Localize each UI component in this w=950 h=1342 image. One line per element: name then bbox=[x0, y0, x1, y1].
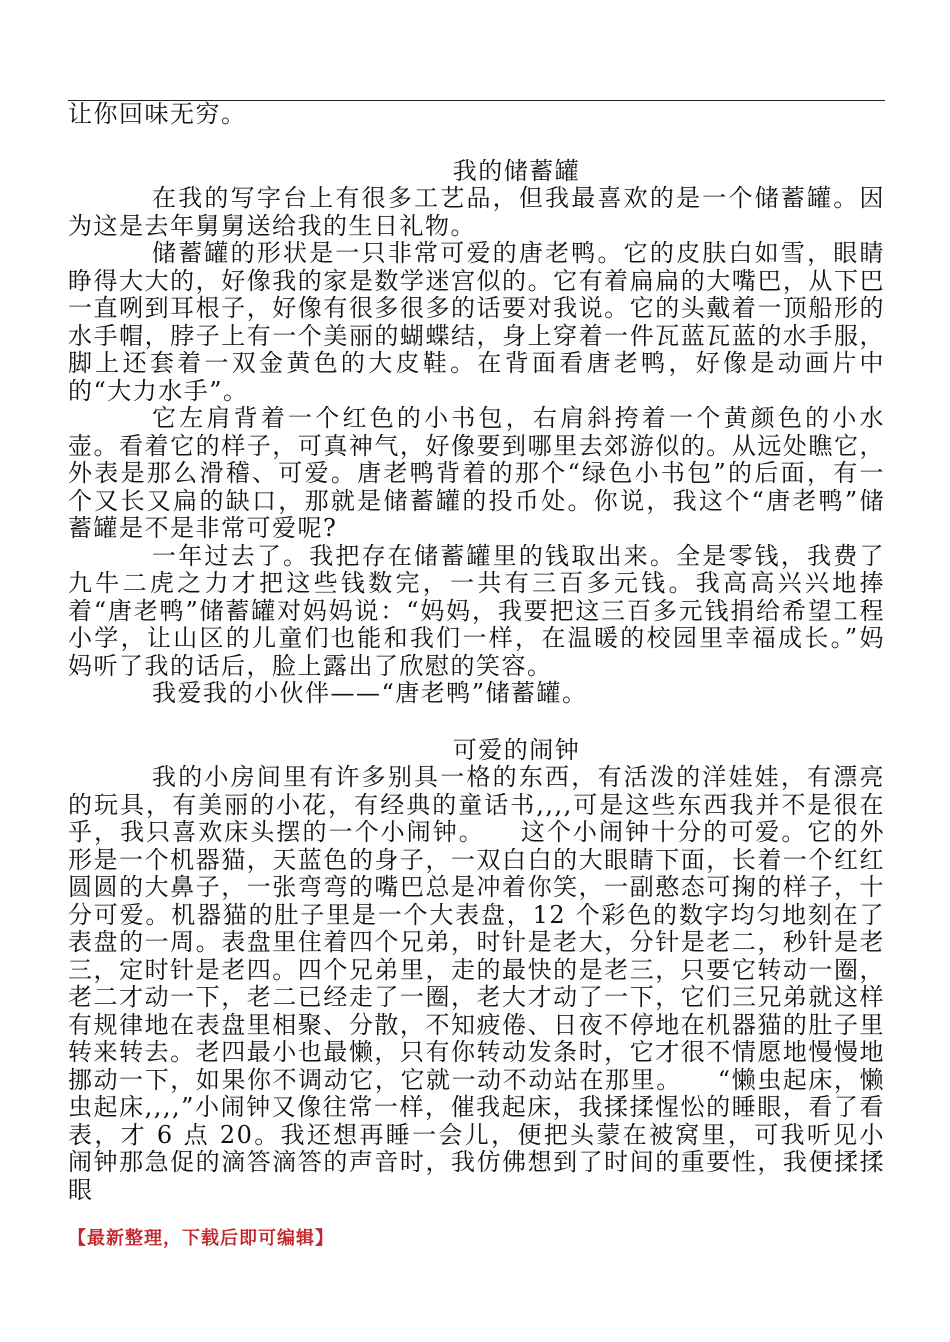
article-title-piggy-bank: 我的储蓄罐 bbox=[452, 156, 581, 185]
paragraph: 储蓄罐的形状是一只非常可爱的唐老鸭。它的皮肤白如雪，眼睛睁得大大的，好像我的家是数学迷宫似的。它有着扁扁的大嘴巴，从下巴一直咧到耳根子，好像有很多很多的话要对我说。它的头戴着一顶船形的水手帽，脖子上有一个美丽的蝴蝶结，身上穿着一件瓦蓝瓦蓝的水手服，脚上还套着一双金黄色的大皮鞋。在背面看唐老鸭，好像是动画片中的“大力水手”。 bbox=[68, 239, 885, 405]
document-body bbox=[68, 101, 885, 1204]
paragraph-part: 我的小房间里有许多别具一格的东西，有活泼的洋娃娃，有漂亮的玩具，有美丽的小花，有经典的童话书,,,,可是这些东西我并不是很在乎，我只喜欢床头摆的一个小闹钟。 bbox=[68, 763, 885, 846]
article-title-alarm-clock: 可爱的闹钟 bbox=[452, 735, 581, 764]
paragraph: 在我的写字台上有很多工艺品，但我最喜欢的是一个储蓄罐。因为这是去年舅舅送给我的生日礼物。 bbox=[68, 184, 885, 240]
paragraph bbox=[68, 764, 885, 1204]
paragraph-part: “懒虫起床，懒虫起床,,,,”小闹钟又像往常一样，催我起床，我揉揉惺忪的睡眼，看了看表，才 6 点 20。我还想再睡一会儿，便把头蒙在被窝里，可我听见小闹钟那急促的滴答滴答的声音时，我仿佛想到了时间的重要性，我便揉揉眼 bbox=[68, 1065, 885, 1204]
continuation-text: 让你回味无穷。 bbox=[68, 100, 247, 128]
paragraph-part: 这个小闹钟十分的可爱。它的外形是一个机器猫，天蓝色的身子，一双白白的大眼睛下面，长着一个红红圆圆的大鼻子，一张弯弯的嘴巴总是冲着你笑，一副憨态可掬的样子，十分可爱。机器猫的肚子里是一个大表盘，12 个彩色的数字均匀地刻在了表盘的一周。表盘里住着四个兄弟，时针是老大，分针是老二，秒针是老三，定时针是老四。四个兄弟里，走的最快的是老三，只要它转动一圈，老二才动一下，老二已经走了一圈，老大才动了一下，它们三兄弟就这样有规律地在表盘里相聚、分散，不知疲倦、日夜不停地在机器猫的肚子里转来转去。老四最小也最懒，只有你转动发条时，它才很不情愿地慢慢地挪动一下，如果你不调动它，它就一动不动站在那里。 bbox=[68, 818, 885, 1094]
footer-note: 【最新整理，下载后即可编辑】 bbox=[68, 1228, 334, 1249]
paragraph: 一年过去了。我把存在储蓄罐里的钱取出来。全是零钱，我费了九牛二虎之力才把这些钱数完，一共有三百多元钱。我高高兴兴地捧着“唐老鸭”储蓄罐对妈妈说：“妈妈，我要把这三百多元钱捐给希望工程小学，让山区的儿童们也能和我们一样，在温暖的校园里幸福成长。”妈妈听了我的话后，脸上露出了欣慰的笑容。 bbox=[68, 541, 885, 680]
paragraph: 它左肩背着一个红色的小书包，右肩斜挎着一个黄颜色的小水壶。看着它的样子，可真神气，好像要到哪里去郊游似的。从远处瞧它，外表是那么滑稽、可爱。唐老鸭背着的那个“绿色小书包”的后面，有一个又长又扁的缺口，那就是储蓄罐的投币处。你说，我这个“唐老鸭”储蓄罐是不是非常可爱呢? bbox=[68, 404, 885, 542]
paragraph: 我爱我的小伙伴——“唐老鸭”储蓄罐。 bbox=[152, 679, 588, 707]
